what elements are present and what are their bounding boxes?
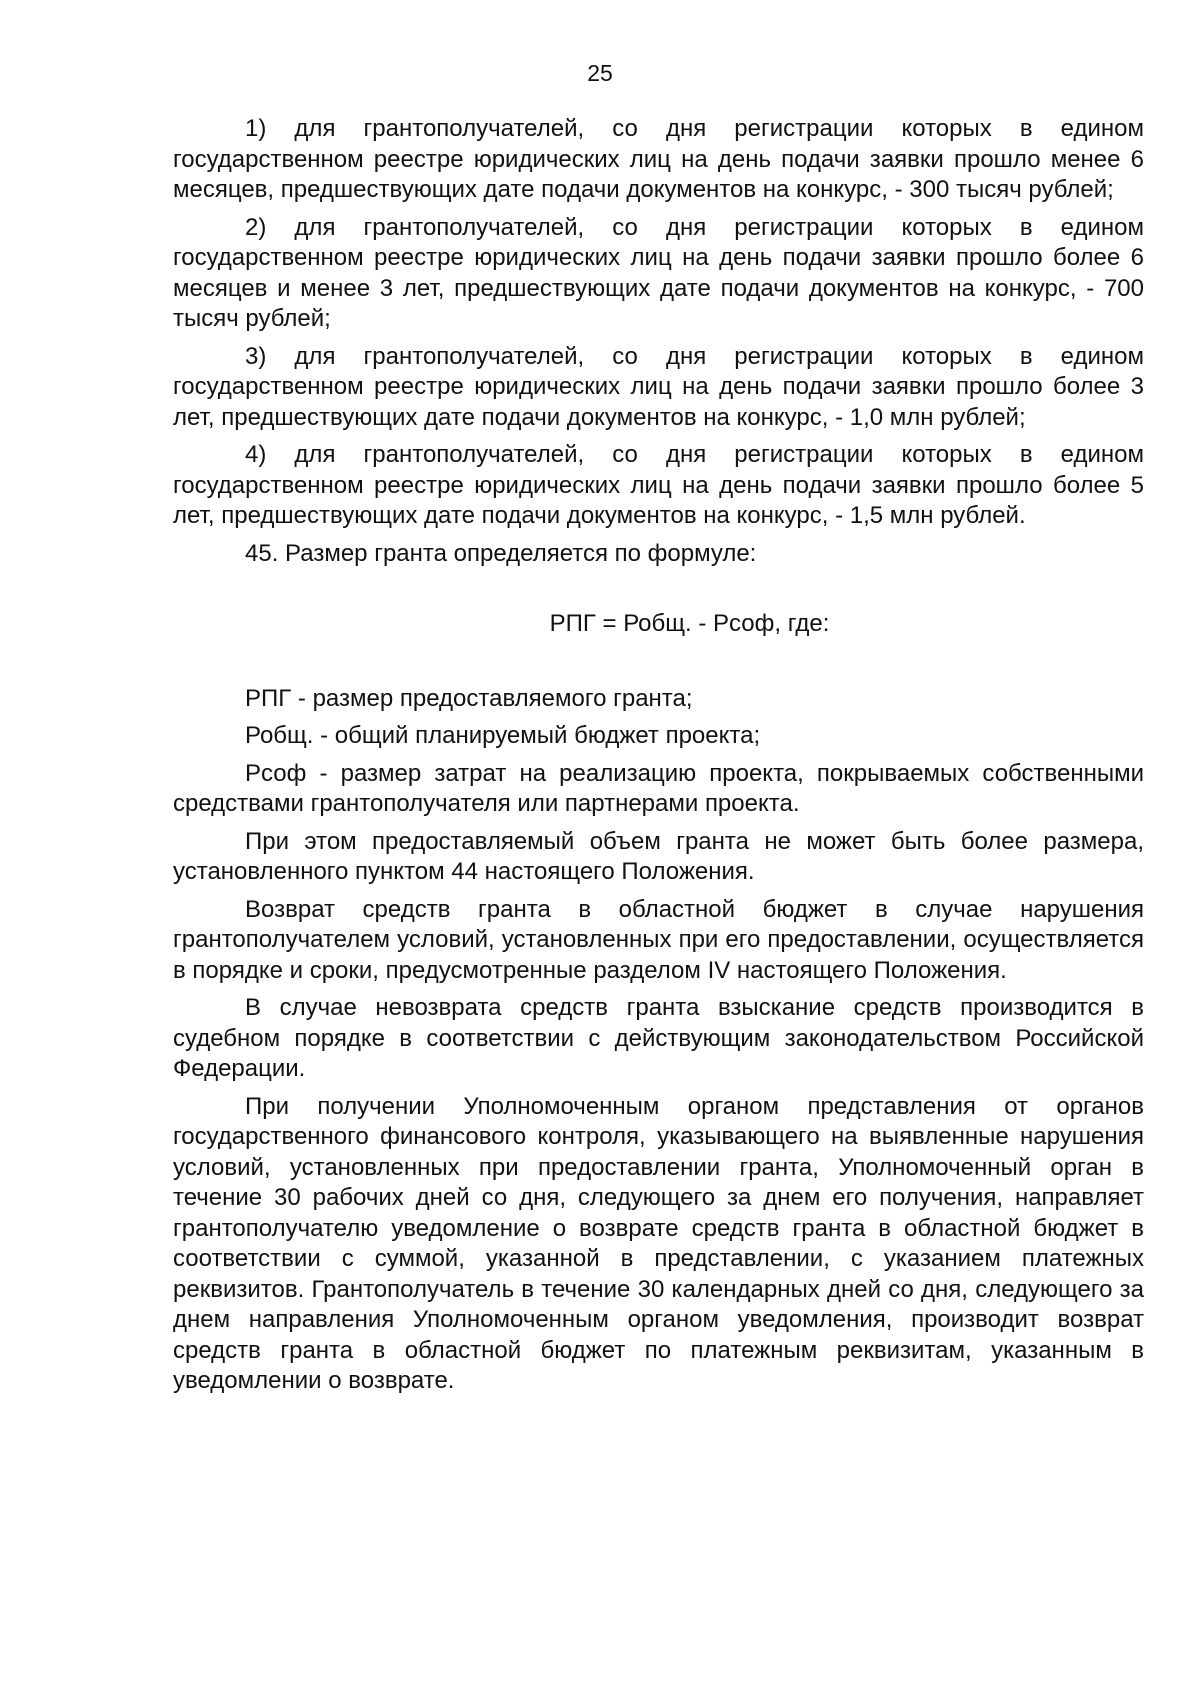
page-number: 25 xyxy=(587,60,613,86)
list-item-grant-amount-2: 2) для грантополучателей, со дня регистрации которых в едином государственном реестре юридических лиц на день подачи заявки прошло более 6 месяцев и менее 3 лет, предшествующих дате подачи документов на конкурс, - 700 тысяч рублей; xyxy=(173,213,1144,332)
list-item-grant-amount-4: 4) для грантополучателей, со дня регистрации которых в едином государственном реестре юридических лиц на день подачи заявки прошло более 5 лет, предшествующих дате подачи документов на конкурс, - 1,5 млн рублей. xyxy=(173,441,1144,529)
paragraph-non-return: В случае невозврата средств гранта взыскание средств производится в судебном порядке в соответствии с действующим законодательством Российской Федерации. xyxy=(173,994,1144,1082)
definition-rsof: Рсоф - размер затрат на реализацию проекта, покрываемых собственными средствами грантополучателя или партнерами проекта. xyxy=(173,759,1144,817)
list-item-grant-amount-3: 3) для грантополучателей, со дня регистрации которых в едином государственном реестре юридических лиц на день подачи заявки прошло более 3 лет, предшествующих дате подачи документов на конкурс, - 1,0 млн рублей; xyxy=(173,342,1144,431)
paragraph-control-notice: При получении Уполномоченным органом представления от органов государственного финансового контроля, указывающего на выявленные нарушения условий, установленных при предоставлении гранта, Уполномоченный орган в течение 30 рабочих дней со дня, следующего за днем его получения, направляет грантополучателю уведомление о возврате средств гранта в областной бюджет в соответствии с суммой, указанной в представлении, с указанием платежных реквизитов. Грантополучатель в течение 30 календарных дней со дня, следующего за днем направления Уполномоченным органом уведомления, производит возврат средств гранта в областной бюджет по платежным реквизитам, указанным в уведомлении о возврате. xyxy=(173,1092,1144,1394)
list-item-grant-amount-1: 1) для грантополучателей, со дня регистрации которых в едином государственном реестре юридических лиц на день подачи заявки прошло менее 6 месяцев, предшествующих дате подачи документов на конкурс, - 300 тысяч рублей; xyxy=(173,115,1144,203)
document-body xyxy=(173,114,1144,1404)
clause-45-heading: 45. Размер гранта определяется по формуле: xyxy=(245,539,757,567)
definition-robsh: Робщ. - общий планируемый бюджет проекта; xyxy=(245,722,761,749)
paragraph-grant-return: Возврат средств гранта в областной бюджет в случае нарушения грантополучателем условий, установленных при его предоставлении, осуществляется в порядке и сроки, предусмотренные разделом IV настоящего Положения. xyxy=(173,895,1144,984)
paragraph-grant-limit: При этом предоставляемый объем гранта не может быть более размера, установленного пунктом 44 настоящего Положения. xyxy=(173,827,1144,885)
definition-rpg: РПГ - размер предоставляемого гранта; xyxy=(245,684,693,712)
grant-formula: РПГ = Робщ. - Рсоф, где: xyxy=(549,610,830,637)
